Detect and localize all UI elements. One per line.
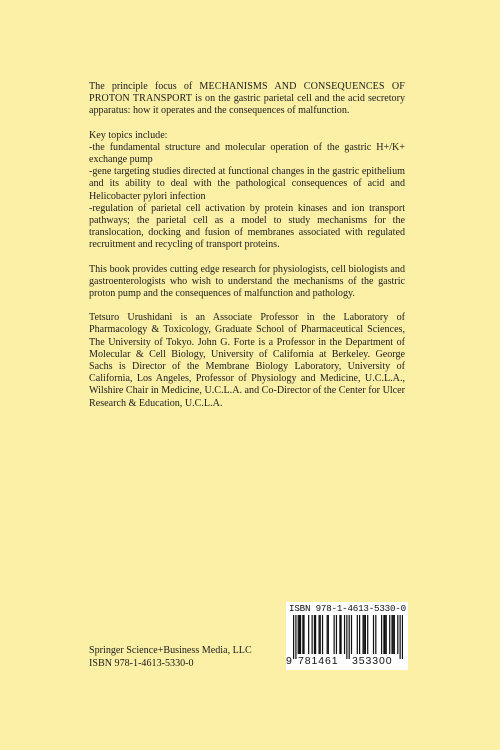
- barcode-bar: [400, 615, 401, 659]
- barcode-bar: [362, 615, 363, 654]
- topic-item: -regulation of parietal cell activation by protein kinases and ion transport pathways; the parietal cell as a model to study mechanisms for the translocation, docking and fusion of membranes associated with regulated recruitment and recycling of transport proteins.: [89, 202, 405, 251]
- topic-item: -gene targeting studies directed at functional changes in the gastric epithelium and its ability to deal with the pathological consequences of acid and Helicobacter pylori infection: [89, 166, 405, 202]
- barcode-bar: [373, 615, 374, 654]
- barcode-bar: [365, 615, 366, 654]
- barcode-bar: [349, 615, 350, 659]
- barcode-bar: [322, 615, 323, 654]
- barcode-bar: [308, 615, 309, 654]
- barcode-isbn-label: ISBN 978-1-4613-5330-0: [289, 603, 406, 614]
- barcode-bar: [386, 615, 387, 654]
- barcode-bars: [293, 615, 403, 659]
- barcode-bar: [312, 615, 313, 654]
- barcode-bar: [397, 615, 398, 654]
- barcode-bar: [381, 615, 382, 654]
- barcode-bar: [299, 615, 300, 654]
- barcode-bar: [394, 615, 395, 654]
- barcode-bar: [367, 615, 368, 654]
- barcode-bar: [314, 615, 315, 654]
- isbn-barcode: [286, 602, 408, 670]
- barcode-bar: [336, 615, 337, 654]
- back-cover-text: [89, 81, 405, 422]
- barcode-bar: [339, 615, 340, 654]
- intro-paragraph: [89, 81, 405, 118]
- key-topics: [89, 130, 405, 252]
- barcode-bar: [393, 615, 394, 654]
- intro-after: is on the gastric parietal cell and the acid secretory apparatus: how it operates and the consequences of malfunction.: [89, 93, 405, 117]
- barcode-bar: [315, 615, 316, 654]
- barcode-bar: [295, 615, 296, 659]
- barcode-first-digit: 9: [286, 655, 293, 667]
- barcode-bar: [298, 615, 299, 654]
- book-title-caps: MECHANISMS AND CONSEQUENCES OF PROTON TRANSPORT: [89, 81, 405, 105]
- publisher-block: [89, 644, 252, 670]
- intro-before: The principle focus of: [89, 81, 200, 92]
- barcode-bar: [328, 615, 329, 654]
- barcode-bar: [351, 615, 352, 654]
- barcode-bar: [334, 615, 335, 654]
- barcode-bar: [359, 615, 360, 654]
- barcode-bar: [327, 615, 328, 654]
- barcode-digit-group-1: 781461: [298, 655, 339, 667]
- barcode-bar: [389, 615, 390, 654]
- barcode-bar: [320, 615, 321, 654]
- barcode-bar: [364, 615, 365, 654]
- authors-paragraph: Tetsuro Urushidani is an Associate Professor in the Laboratory of Pharmacology & Toxicology, Graduate School of Pharmaceutical Sciences, The University of Tokyo. John G. Forte is a Professor in the Department of Molecular & Cell Biology, University of California at Berkeley. George Sachs is Director of the Membrane Biology Laboratory, University of California, Los Angeles, Professor of Physiology and Medicine, U.C.L.A., Wilshire Chair in Medicine, U.C.L.A. and Co-Director of the Center for Ulcer Research & Education, U.C.L.A.: [89, 312, 405, 409]
- publisher-name: Springer Science+Business Media, LLC: [89, 645, 252, 656]
- barcode-bar: [391, 615, 392, 654]
- barcode-bar: [357, 615, 358, 654]
- barcode-bar: [340, 615, 341, 654]
- barcode-bar: [346, 615, 347, 659]
- barcode-bar: [293, 615, 294, 659]
- barcode-bar: [384, 615, 385, 654]
- barcode-bar: [300, 615, 301, 654]
- publisher-isbn: ISBN 978-1-4613-5330-0: [89, 658, 194, 669]
- audience-paragraph: This book provides cutting edge research for physiologists, cell biologists and gastroenterologists who wish to understand the mechanisms of the gastric proton pump and the consequences of malfunction and pathology.: [89, 263, 405, 300]
- barcode-bar: [402, 615, 403, 659]
- barcode-bar: [344, 615, 345, 654]
- key-topics-heading: Key topics include:: [89, 129, 168, 141]
- barcode-bar: [302, 615, 303, 654]
- topic-item: -the fundamental structure and molecular operation of the gastric H+/K+ exchange pump: [89, 141, 405, 166]
- barcode-bar: [303, 615, 304, 654]
- barcode-bar: [318, 615, 319, 654]
- barcode-bar: [383, 615, 384, 654]
- barcode-digit-group-2: 353300: [352, 655, 393, 667]
- barcode-bar: [375, 615, 376, 654]
